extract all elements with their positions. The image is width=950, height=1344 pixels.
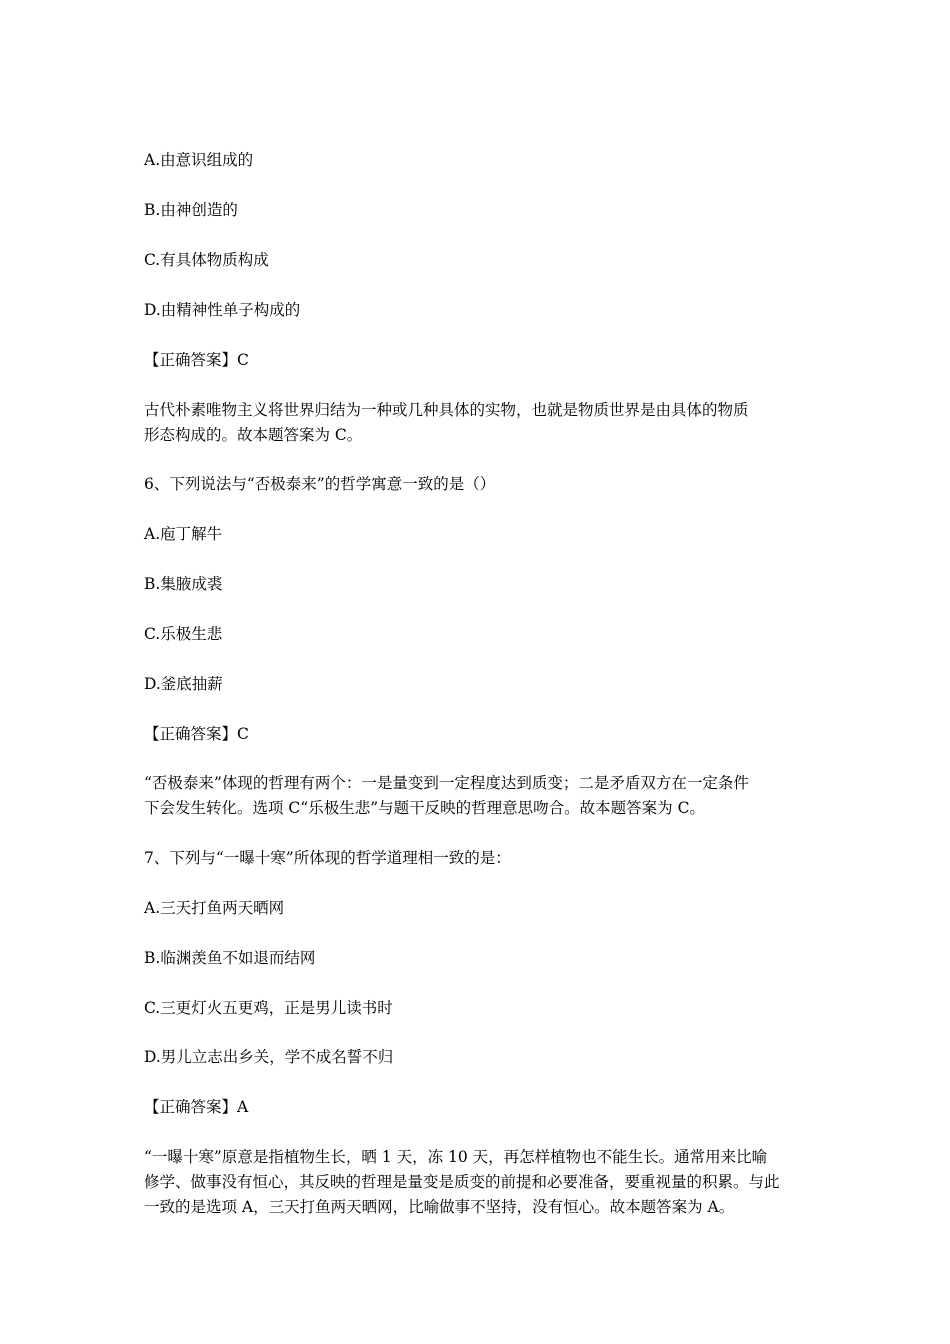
q7-question: 7、下列与“一曝十寒”所体现的哲学道理相一致的是：: [144, 849, 511, 867]
q6-explanation-line: “否极泰来”体现的哲理有两个：一是量变到一定程度达到质变；二是矛盾双方在一定条件: [144, 774, 749, 792]
q6-option-d: D.釜底抽薪: [144, 675, 223, 693]
q7-explanation-line: 修学、做事没有恒心，其反映的哲理是量变是质变的前提和必要准备，要重视量的积累。与此: [144, 1173, 780, 1191]
q5-option-b: B.由神创造的: [144, 201, 238, 219]
q7-explanation-line: “一曝十寒”原意是指植物生长，晒 1 天，冻 10 天，再怎样植物也不能生长。通常用来比喻: [144, 1148, 768, 1166]
q6-explanation: [144, 771, 810, 821]
q6-answer: 【正确答案】C: [144, 725, 249, 743]
q7-explanation-line: 一致的是选项 A，三天打鱼两天晒网，比喻做事不坚持，没有恒心。故本题答案为 A。: [144, 1198, 735, 1216]
q5-explanation: [144, 398, 810, 448]
q5-option-a: A.由意识组成的: [144, 151, 254, 169]
q6-option-c: C.乐极生悲: [144, 625, 223, 643]
q7-answer: 【正确答案】A: [144, 1098, 249, 1116]
q5-explanation-line: 形态构成的。故本题答案为 C。: [144, 426, 363, 444]
q5-option-d: D.由精神性单子构成的: [144, 301, 301, 319]
q6-explanation-line: 下会发生转化。选项 C“乐极生悲”与题干反映的哲理意思吻合。故本题答案为 C。: [144, 799, 705, 817]
q7-option-a: A.三天打鱼两天晒网: [144, 899, 285, 917]
q5-option-c: C.有具体物质构成: [144, 251, 269, 269]
q7-option-b: B.临渊羡鱼不如退而结网: [144, 949, 316, 967]
q6-question: 6、下列说法与“否极泰来”的哲学寓意一致的是（）: [144, 475, 496, 493]
q7-option-c: C.三更灯火五更鸡，正是男儿读书时: [144, 999, 393, 1017]
q7-explanation: [144, 1145, 810, 1220]
q6-option-a: A.庖丁解牛: [144, 525, 223, 543]
q6-option-b: B.集腋成裘: [144, 575, 223, 593]
q5-answer: 【正确答案】C: [144, 351, 249, 369]
q5-explanation-line: 古代朴素唯物主义将世界归结为一种或几种具体的实物，也就是物质世界是由具体的物质: [144, 401, 749, 419]
q7-option-d: D.男儿立志出乡关，学不成名誓不归: [144, 1048, 394, 1066]
